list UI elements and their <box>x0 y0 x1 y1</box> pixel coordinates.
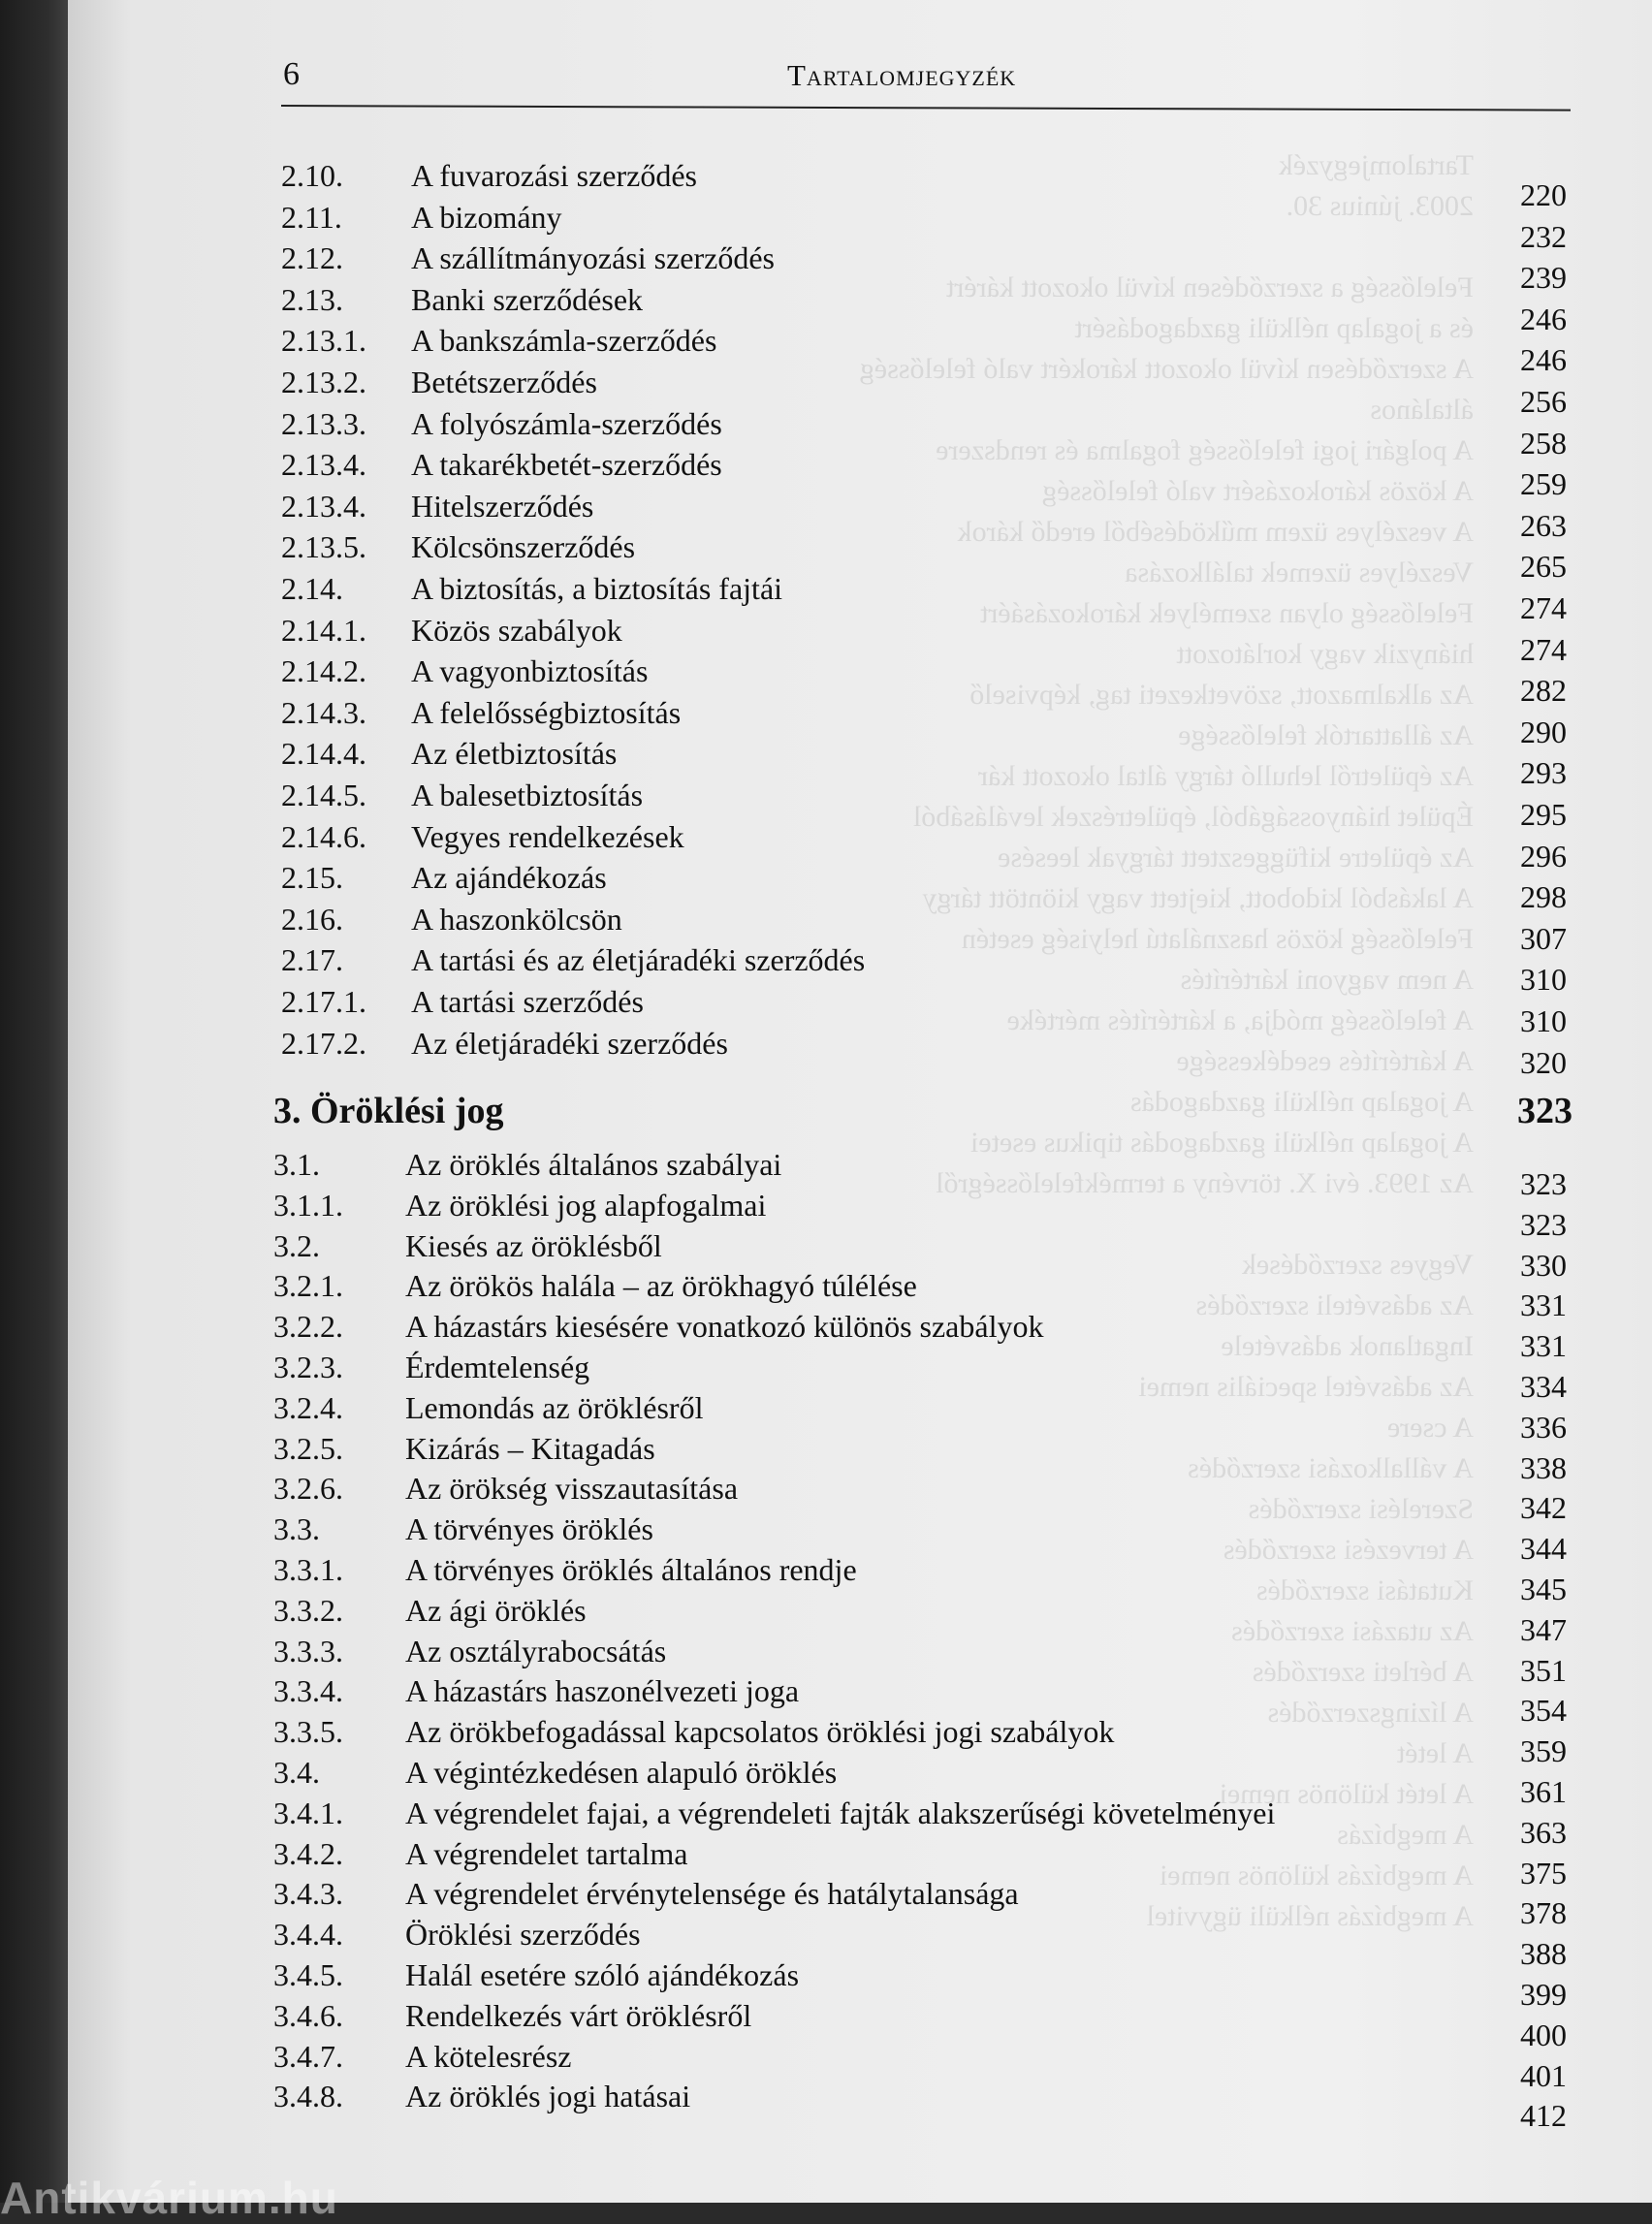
toc-entry-page: 323 <box>1520 1166 1567 1201</box>
toc-entry <box>0 775 1652 832</box>
toc-entry-number: 2.14.3. <box>281 694 366 730</box>
toc-entry-title: Kölcsönszerződés <box>411 529 636 565</box>
toc-entry-page: 282 <box>1520 673 1567 709</box>
toc-entry-title: A szállítmányozási szerződés <box>411 240 775 276</box>
toc-entry-title: Az osztályrabocsátás <box>405 1633 667 1668</box>
toc-entry <box>0 1995 1652 2052</box>
toc-entry-page: 347 <box>1520 1611 1567 1647</box>
toc-entry-title: Az életjáradéki szerződés <box>411 1025 728 1061</box>
toc-entry-title: A takarékbetét-szerződés <box>411 447 722 483</box>
toc-entry <box>0 238 1652 296</box>
toc-entry-title: Az ági öröklés <box>405 1592 587 1628</box>
toc-entry <box>0 1225 1652 1283</box>
toc-entry-page: 246 <box>1520 301 1567 336</box>
toc-entry-number: 2.13.3. <box>281 405 366 441</box>
toc-entry-number: 3.4.7. <box>273 2038 343 2074</box>
toc-entry <box>0 733 1652 791</box>
toc-entry <box>0 1023 1652 1080</box>
toc-entry-title: Az öröklési jog alapfogalmai <box>405 1187 767 1223</box>
toc-entry <box>0 1631 1652 1688</box>
toc-entry-title: A vagyonbiztosítás <box>411 653 649 689</box>
toc-entry-page: 336 <box>1520 1409 1567 1445</box>
toc-entry-page: 363 <box>1520 1814 1567 1850</box>
toc-entry-number: 2.14.1. <box>281 612 366 648</box>
toc-entry-title: A házastárs haszonélvezeti joga <box>405 1673 800 1709</box>
toc-entry-title: A végrendelet tartalma <box>405 1835 688 1871</box>
toc-entry <box>0 197 1652 254</box>
toc-entry-title: A végintézkedésen alapuló öröklés <box>405 1755 838 1790</box>
toc-entry-page: 334 <box>1520 1369 1567 1404</box>
toc-entry-title: Kiesés az öröklésből <box>405 1227 662 1263</box>
toc-entry-page: 274 <box>1520 631 1567 667</box>
toc-entry <box>0 1185 1652 1242</box>
toc-entry <box>0 1711 1652 1769</box>
toc-entry-title: A folyószámla-szerződés <box>411 405 722 441</box>
toc-entry-title: A végrendelet érvénytelensége és hatálytalansága <box>405 1876 1019 1912</box>
toc-entry <box>0 981 1652 1038</box>
toc-entry-title: Az örökbefogadással kapcsolatos öröklési jogi szabályok <box>405 1714 1115 1750</box>
toc-entry <box>0 1468 1652 1526</box>
toc-entry-page: 361 <box>1520 1774 1567 1809</box>
toc-entry-number: 3.4.8. <box>273 2079 343 2114</box>
page-number: 6 <box>283 56 300 92</box>
toc-entry <box>0 1509 1652 1567</box>
toc-entry-title: Vegyes rendelkezések <box>411 818 684 854</box>
toc-entry-number: 3.2. <box>273 1227 320 1263</box>
toc-entry-number: 2.16. <box>281 901 343 937</box>
toc-entry-page: 400 <box>1520 2017 1567 2052</box>
toc-entry-page: 290 <box>1520 714 1567 749</box>
toc-entry-title: A kötelesrész <box>405 2038 572 2074</box>
toc-entry-title: Az öröklés jogi hatásai <box>405 2079 691 2114</box>
toc-entry-page: 344 <box>1520 1531 1567 1567</box>
toc-entry-number: 3.1.1. <box>273 1187 343 1223</box>
toc-entry-title: A fuvarozási szerződés <box>411 158 697 193</box>
toc-entry-title: A bizomány <box>411 199 562 235</box>
toc-entry-page: 258 <box>1520 425 1567 461</box>
toc-entry <box>0 362 1652 419</box>
toc-entry-number: 3.4. <box>273 1755 320 1790</box>
toc-entry <box>0 1752 1652 1809</box>
toc-entry-page: 342 <box>1520 1490 1567 1526</box>
toc-entry-title: Az életbiztosítás <box>411 736 618 772</box>
toc-entry-title: Az örökség visszautasítása <box>405 1471 739 1507</box>
toc-entry-title: A bankszámla-szerződés <box>411 323 717 359</box>
toc-entry-title: Betétszerződés <box>411 365 597 399</box>
toc-entry <box>0 1670 1652 1729</box>
toc-entry-number: 2.14.4. <box>281 736 366 772</box>
toc-entry-number: 2.13.2. <box>281 365 366 399</box>
chapter-page: 323 <box>1517 1091 1573 1131</box>
toc-entry-title: Öröklési szerződés <box>405 1917 641 1953</box>
toc-entry <box>0 1265 1652 1323</box>
toc-entry-number: 3.4.1. <box>273 1795 343 1830</box>
toc-entry <box>0 651 1652 709</box>
toc-entry-number: 3.3.4. <box>273 1673 343 1709</box>
toc-entry-title: Az ajándékozás <box>411 860 607 896</box>
toc-entry-title: Lemondás az öröklésről <box>405 1389 704 1425</box>
toc-entry-page: 388 <box>1520 1936 1567 1972</box>
toc-entry-page: 265 <box>1520 549 1567 585</box>
toc-entry <box>0 1144 1652 1201</box>
toc-entry <box>0 486 1652 543</box>
toc-entry-page: 375 <box>1520 1855 1567 1890</box>
toc-entry <box>0 857 1652 915</box>
toc-entry-title: Az öröklés általános szabályai <box>405 1147 782 1182</box>
toc-entry-page: 239 <box>1520 260 1567 296</box>
toc-entry-number: 2.13.5. <box>281 529 366 565</box>
toc-entry-number: 3.4.5. <box>273 1957 343 1992</box>
toc-entry <box>0 1306 1652 1364</box>
toc-entry-title: A végrendelet fajai, a végrendeleti fajták alakszerűségi követelményei <box>405 1795 1276 1830</box>
toc-entry-title: A tartási szerződés <box>411 984 644 1019</box>
toc-entry <box>0 610 1652 667</box>
toc-entry-number: 2.12. <box>281 240 343 276</box>
toc-entry-title: A törvényes öröklés általános rendje <box>405 1552 857 1587</box>
toc-entry-number: 2.17. <box>281 942 343 978</box>
toc-entry-page: 310 <box>1520 962 1567 998</box>
toc-entry-page: 259 <box>1520 466 1567 502</box>
toc-entry-page: 401 <box>1520 2057 1567 2093</box>
toc-entry <box>0 1549 1652 1606</box>
toc-entry-title: Rendelkezés várt öröklésről <box>405 1997 752 2033</box>
toc-entry-title: A balesetbiztosítás <box>411 778 644 812</box>
toc-entry <box>0 1347 1652 1404</box>
toc-entry-page: 295 <box>1520 797 1567 832</box>
toc-entry <box>0 279 1652 336</box>
toc-entry-page: 359 <box>1520 1733 1567 1769</box>
toc-entry <box>0 155 1652 212</box>
toc-entry-number: 3.2.6. <box>273 1471 343 1507</box>
toc-entry-number: 3.4.6. <box>273 1997 343 2033</box>
toc-entry-page: 338 <box>1520 1449 1567 1485</box>
toc-entry <box>0 816 1652 874</box>
toc-entry-page: 220 <box>1520 177 1567 212</box>
toc-entry-page: 331 <box>1520 1328 1567 1364</box>
toc-entry-title: A felelősségbiztosítás <box>411 694 682 730</box>
toc-entry-number: 3.2.2. <box>273 1309 343 1345</box>
toc-entry-title: A biztosítás, a biztosítás fajtái <box>411 571 783 606</box>
running-title: Tartalomjegyzék <box>787 58 1017 92</box>
toc-entry-number: 3.3. <box>273 1511 320 1547</box>
toc-entry-number: 2.11. <box>281 199 342 235</box>
toc-entry-number: 3.3.1. <box>273 1552 343 1587</box>
toc-entry <box>0 1833 1652 1890</box>
toc-entry-number: 3.3.3. <box>273 1633 343 1668</box>
toc-entry <box>0 1873 1652 1931</box>
toc-entry <box>0 939 1652 998</box>
toc-entry-page: 323 <box>1520 1206 1567 1242</box>
toc-entry <box>0 526 1652 585</box>
toc-entry-page: 293 <box>1520 755 1567 791</box>
toc-entry-title: Banki szerződések <box>411 281 644 317</box>
toc-entry <box>0 1387 1652 1445</box>
toc-entry-number: 2.13.4. <box>281 488 366 524</box>
toc-entry-title: Érdemtelenség <box>405 1350 590 1384</box>
toc-entry-number: 2.13. <box>281 281 343 317</box>
toc-entry-title: A tartási és az életjáradéki szerződés <box>411 942 866 978</box>
toc-entry-number: 2.17.1. <box>281 984 366 1019</box>
toc-entry <box>0 1590 1652 1647</box>
toc-entry-number: 2.14.2. <box>281 653 366 689</box>
toc-entry-page: 331 <box>1520 1287 1567 1323</box>
toc-entry-number: 2.15. <box>281 860 343 896</box>
toc-entry-title: A törvényes öröklés <box>405 1511 653 1547</box>
toc-entry-number: 3.3.2. <box>273 1592 343 1628</box>
toc-entry-title: Hitelszerződés <box>411 488 594 524</box>
toc-entry-page: 310 <box>1520 1003 1567 1038</box>
toc-entry-page: 307 <box>1520 920 1567 956</box>
toc-entry-number: 2.13.4. <box>281 447 366 483</box>
toc-entry-number: 2.14. <box>281 571 343 606</box>
toc-entry <box>0 2036 1652 2093</box>
toc-entry-page: 263 <box>1520 507 1567 543</box>
toc-entry <box>0 2076 1652 2134</box>
toc-entry-page: 330 <box>1520 1247 1567 1283</box>
toc-entry <box>0 1793 1652 1850</box>
toc-entry <box>0 320 1652 378</box>
toc-entry-page: 378 <box>1520 1895 1567 1931</box>
toc-entry-number: 2.17.2. <box>281 1025 366 1061</box>
toc-entry <box>0 1428 1652 1485</box>
toc-entry-number: 3.3.5. <box>273 1714 343 1750</box>
toc-entry-number: 2.14.6. <box>281 818 366 854</box>
toc-entry-number: 3.4.2. <box>273 1835 343 1871</box>
watermark: Antikvárium.hu <box>0 2173 338 2223</box>
toc-entry-page: 354 <box>1520 1693 1567 1729</box>
toc-entry-number: 3.4.4. <box>273 1917 343 1953</box>
toc-entry <box>0 403 1652 461</box>
toc-entry-page: 256 <box>1520 384 1567 419</box>
toc-entry-page: 351 <box>1520 1652 1567 1688</box>
toc-entry-page: 274 <box>1520 590 1567 625</box>
toc-entry-number: 3.2.1. <box>273 1268 343 1304</box>
toc-entry-number: 3.2.3. <box>273 1350 343 1384</box>
toc-entry-page: 232 <box>1520 218 1567 254</box>
toc-entry <box>0 1914 1652 1972</box>
toc-entry-number: 3.4.3. <box>273 1876 343 1912</box>
toc-entry <box>0 1954 1652 2012</box>
toc-entry-title: Halál esetére szóló ajándékozás <box>405 1957 800 1992</box>
toc-entry <box>0 899 1652 956</box>
toc-entry-title: A haszonkölcsön <box>411 901 622 937</box>
toc-entry-page: 345 <box>1520 1572 1567 1606</box>
toc-entry-page: 320 <box>1520 1044 1567 1080</box>
toc-entry-number: 3.2.4. <box>273 1389 343 1425</box>
toc-entry-number: 2.13.1. <box>281 323 366 359</box>
toc-entry-title: A házastárs kiesésére vonatkozó különös szabályok <box>405 1309 1044 1345</box>
toc-entry-page: 298 <box>1520 879 1567 915</box>
toc-entry <box>0 692 1652 749</box>
toc-entry-title: Az örökös halála – az örökhagyó túlélése <box>405 1268 917 1304</box>
toc-entry-title: Kizárás – Kitagadás <box>405 1430 655 1466</box>
toc-entry-page: 399 <box>1520 1977 1567 2012</box>
toc-entry-number: 3.1. <box>273 1147 320 1182</box>
toc-entry-page: 412 <box>1520 2098 1567 2134</box>
toc-entry-number: 2.14.5. <box>281 778 366 812</box>
toc-entry <box>0 444 1652 502</box>
chapter-heading <box>273 1084 1573 1138</box>
chapter-title: 3. Öröklési jog <box>273 1091 504 1131</box>
toc-entry-page: 296 <box>1520 838 1567 874</box>
toc-entry-title: Közös szabályok <box>411 612 622 648</box>
toc-entry-number: 2.10. <box>281 158 343 193</box>
toc-entry <box>0 568 1652 625</box>
toc-entry-page: 246 <box>1520 342 1567 378</box>
toc-entry-number: 3.2.5. <box>273 1430 343 1466</box>
